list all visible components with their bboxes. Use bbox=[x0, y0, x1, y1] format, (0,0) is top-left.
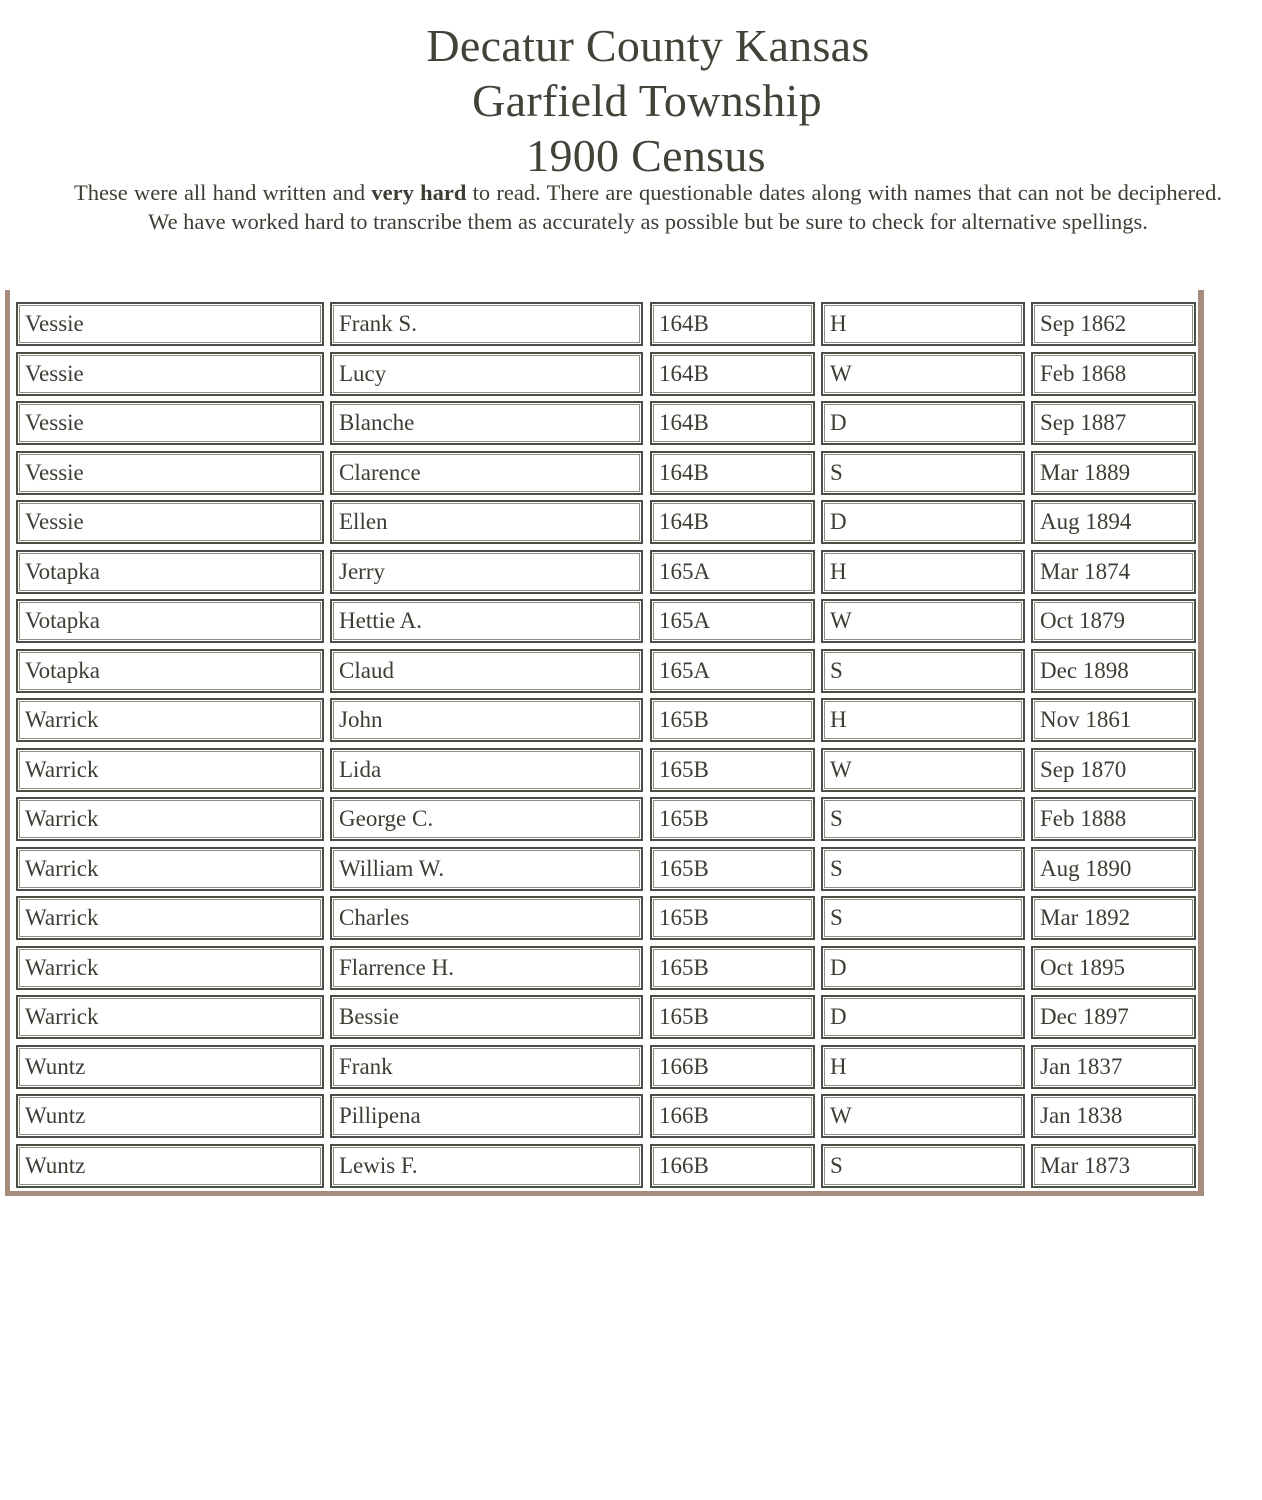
table-row bbox=[0, 302, 1262, 346]
table-row bbox=[0, 847, 1262, 891]
table-row bbox=[0, 451, 1262, 495]
birth-date-cell: Dec 1897 bbox=[1031, 995, 1196, 1039]
surname-cell: Wuntz bbox=[16, 1045, 324, 1089]
relation-cell: W bbox=[821, 352, 1025, 396]
given-name-cell: Flarrence H. bbox=[330, 946, 643, 990]
table-row bbox=[0, 797, 1262, 841]
surname-cell: Vessie bbox=[16, 401, 324, 445]
page-cell: 164B bbox=[650, 352, 815, 396]
table-row bbox=[0, 1045, 1262, 1089]
page-cell: 165B bbox=[650, 896, 815, 940]
table-row bbox=[0, 550, 1262, 594]
page-cell: 166B bbox=[650, 1144, 815, 1188]
relation-cell: S bbox=[821, 847, 1025, 891]
surname-cell: Votapka bbox=[16, 649, 324, 693]
surname-cell: Vessie bbox=[16, 451, 324, 495]
birth-date-cell: Sep 1887 bbox=[1031, 401, 1196, 445]
relation-cell: S bbox=[821, 896, 1025, 940]
given-name-cell: Bessie bbox=[330, 995, 643, 1039]
relation-cell: S bbox=[821, 649, 1025, 693]
intro-text-start: These were all hand written and bbox=[74, 180, 372, 205]
birth-date-cell: Mar 1892 bbox=[1031, 896, 1196, 940]
given-name-cell: Lucy bbox=[330, 352, 643, 396]
table-row bbox=[0, 896, 1262, 940]
page-cell: 165A bbox=[650, 550, 815, 594]
relation-cell: H bbox=[821, 1045, 1025, 1089]
surname-cell: Votapka bbox=[16, 550, 324, 594]
table-row bbox=[0, 698, 1262, 742]
page-cell: 164B bbox=[650, 500, 815, 544]
birth-date-cell: Nov 1861 bbox=[1031, 698, 1196, 742]
document-header bbox=[0, 18, 1262, 183]
surname-cell: Warrick bbox=[16, 995, 324, 1039]
table-row bbox=[0, 1094, 1262, 1138]
table-row bbox=[0, 995, 1262, 1039]
birth-date-cell: Sep 1862 bbox=[1031, 302, 1196, 346]
given-name-cell: Blanche bbox=[330, 401, 643, 445]
relation-cell: H bbox=[821, 550, 1025, 594]
given-name-cell: George C. bbox=[330, 797, 643, 841]
surname-cell: Votapka bbox=[16, 599, 324, 643]
birth-date-cell: Mar 1874 bbox=[1031, 550, 1196, 594]
page-cell: 164B bbox=[650, 451, 815, 495]
page-cell: 166B bbox=[650, 1045, 815, 1089]
page-cell: 165B bbox=[650, 847, 815, 891]
surname-cell: Wuntz bbox=[16, 1144, 324, 1188]
page-cell: 165B bbox=[650, 995, 815, 1039]
given-name-cell: Lewis F. bbox=[330, 1144, 643, 1188]
given-name-cell: Frank bbox=[330, 1045, 643, 1089]
table-row bbox=[0, 352, 1262, 396]
relation-cell: W bbox=[821, 599, 1025, 643]
birth-date-cell: Sep 1870 bbox=[1031, 748, 1196, 792]
surname-cell: Warrick bbox=[16, 896, 324, 940]
given-name-cell: Jerry bbox=[330, 550, 643, 594]
birth-date-cell: Feb 1888 bbox=[1031, 797, 1196, 841]
surname-cell: Warrick bbox=[16, 797, 324, 841]
birth-date-cell: Jan 1837 bbox=[1031, 1045, 1196, 1089]
relation-cell: W bbox=[821, 1094, 1025, 1138]
birth-date-cell: Dec 1898 bbox=[1031, 649, 1196, 693]
given-name-cell: Hettie A. bbox=[330, 599, 643, 643]
relation-cell: S bbox=[821, 1144, 1025, 1188]
given-name-cell: William W. bbox=[330, 847, 643, 891]
given-name-cell: Clarence bbox=[330, 451, 643, 495]
relation-cell: D bbox=[821, 500, 1025, 544]
page-cell: 165B bbox=[650, 748, 815, 792]
intro-text-end: to read. There are questionable dates along with names that can not be deciphered. We have worked hard to transcribe them as accurately as possible but be sure to check for alternative spellings. bbox=[148, 180, 1222, 234]
birth-date-cell: Oct 1895 bbox=[1031, 946, 1196, 990]
page-cell: 166B bbox=[650, 1094, 815, 1138]
surname-cell: Vessie bbox=[16, 352, 324, 396]
page-cell: 164B bbox=[650, 302, 815, 346]
relation-cell: H bbox=[821, 302, 1025, 346]
surname-cell: Warrick bbox=[16, 748, 324, 792]
page-cell: 165B bbox=[650, 946, 815, 990]
table-row bbox=[0, 599, 1262, 643]
given-name-cell: Pillipena bbox=[330, 1094, 643, 1138]
table-row bbox=[0, 1144, 1262, 1188]
page-cell: 165B bbox=[650, 698, 815, 742]
intro-paragraph bbox=[74, 178, 1222, 236]
birth-date-cell: Mar 1873 bbox=[1031, 1144, 1196, 1188]
given-name-cell: Charles bbox=[330, 896, 643, 940]
surname-cell: Warrick bbox=[16, 847, 324, 891]
surname-cell: Warrick bbox=[16, 946, 324, 990]
given-name-cell: Claud bbox=[330, 649, 643, 693]
given-name-cell: Frank S. bbox=[330, 302, 643, 346]
table-row bbox=[0, 500, 1262, 544]
given-name-cell: John bbox=[330, 698, 643, 742]
relation-cell: W bbox=[821, 748, 1025, 792]
page-cell: 164B bbox=[650, 401, 815, 445]
township-title: Garfield Township bbox=[472, 75, 822, 126]
intro-emphasis: very hard bbox=[371, 180, 467, 205]
birth-date-cell: Jan 1838 bbox=[1031, 1094, 1196, 1138]
relation-cell: D bbox=[821, 401, 1025, 445]
birth-date-cell: Aug 1890 bbox=[1031, 847, 1196, 891]
relation-cell: D bbox=[821, 946, 1025, 990]
census-title: 1900 Census bbox=[526, 130, 766, 181]
page-cell: 165A bbox=[650, 599, 815, 643]
page-cell: 165A bbox=[650, 649, 815, 693]
relation-cell: S bbox=[821, 797, 1025, 841]
given-name-cell: Ellen bbox=[330, 500, 643, 544]
birth-date-cell: Feb 1868 bbox=[1031, 352, 1196, 396]
birth-date-cell: Mar 1889 bbox=[1031, 451, 1196, 495]
surname-cell: Wuntz bbox=[16, 1094, 324, 1138]
birth-date-cell: Aug 1894 bbox=[1031, 500, 1196, 544]
county-title: Decatur County Kansas bbox=[426, 20, 870, 71]
page-cell: 165B bbox=[650, 797, 815, 841]
surname-cell: Warrick bbox=[16, 698, 324, 742]
relation-cell: H bbox=[821, 698, 1025, 742]
given-name-cell: Lida bbox=[330, 748, 643, 792]
birth-date-cell: Oct 1879 bbox=[1031, 599, 1196, 643]
surname-cell: Vessie bbox=[16, 302, 324, 346]
table-row bbox=[0, 748, 1262, 792]
relation-cell: D bbox=[821, 995, 1025, 1039]
surname-cell: Vessie bbox=[16, 500, 324, 544]
table-row bbox=[0, 946, 1262, 990]
relation-cell: S bbox=[821, 451, 1025, 495]
table-row bbox=[0, 649, 1262, 693]
table-row bbox=[0, 401, 1262, 445]
